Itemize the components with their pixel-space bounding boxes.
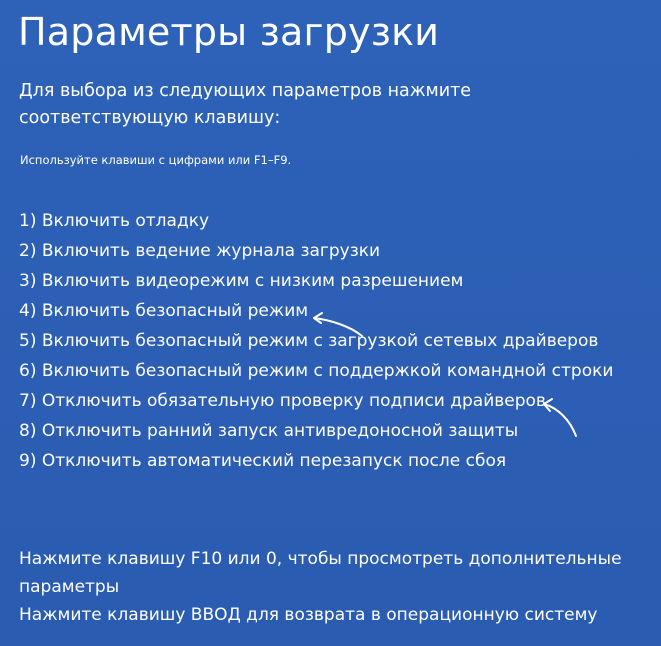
arrow-pointer-icon [536,394,582,442]
boot-options-list [19,206,613,476]
arrow-pointer-icon [306,306,366,340]
return-to-os-hint[interactable]: Нажмите клавишу ВВОД для возврата в операционную систему [19,605,598,625]
option-disable-driver-signature-enforcement[interactable]: 7) Отключить обязательную проверку подписи драйверов [19,391,546,411]
option-enable-low-resolution-video[interactable]: 3) Включить видеорежим с низким разрешением [19,271,464,291]
footer-instructions [19,545,649,629]
more-options-hint[interactable]: Нажмите клавишу F10 или 0, чтобы просмотреть дополнительные параметры [19,549,622,597]
option-enable-debugging[interactable]: 1) Включить отладку [19,211,210,231]
key-hint: Используйте клавиши с цифрами или F1–F9. [20,153,292,167]
option-enable-safe-mode[interactable]: 4) Включить безопасный режим [19,301,309,321]
option-disable-auto-restart[interactable]: 9) Отключить автоматический перезапуск после сбоя [19,451,507,471]
option-enable-safe-mode-networking[interactable]: 5) Включить безопасный режим с загрузкой сетевых драйверов [19,331,599,351]
option-enable-safe-mode-command-prompt[interactable]: 6) Включить безопасный режим с поддержкой командной строки [19,361,614,381]
option-disable-early-launch-antimalware[interactable]: 8) Отключить ранний запуск антивредоносной защиты [19,421,519,441]
option-enable-boot-logging[interactable]: 2) Включить ведение журнала загрузки [19,241,381,261]
instructions: Для выбора из следующих параметров нажмите соответствующую клавишу: [19,81,472,128]
page-title: Параметры загрузки [18,10,440,54]
